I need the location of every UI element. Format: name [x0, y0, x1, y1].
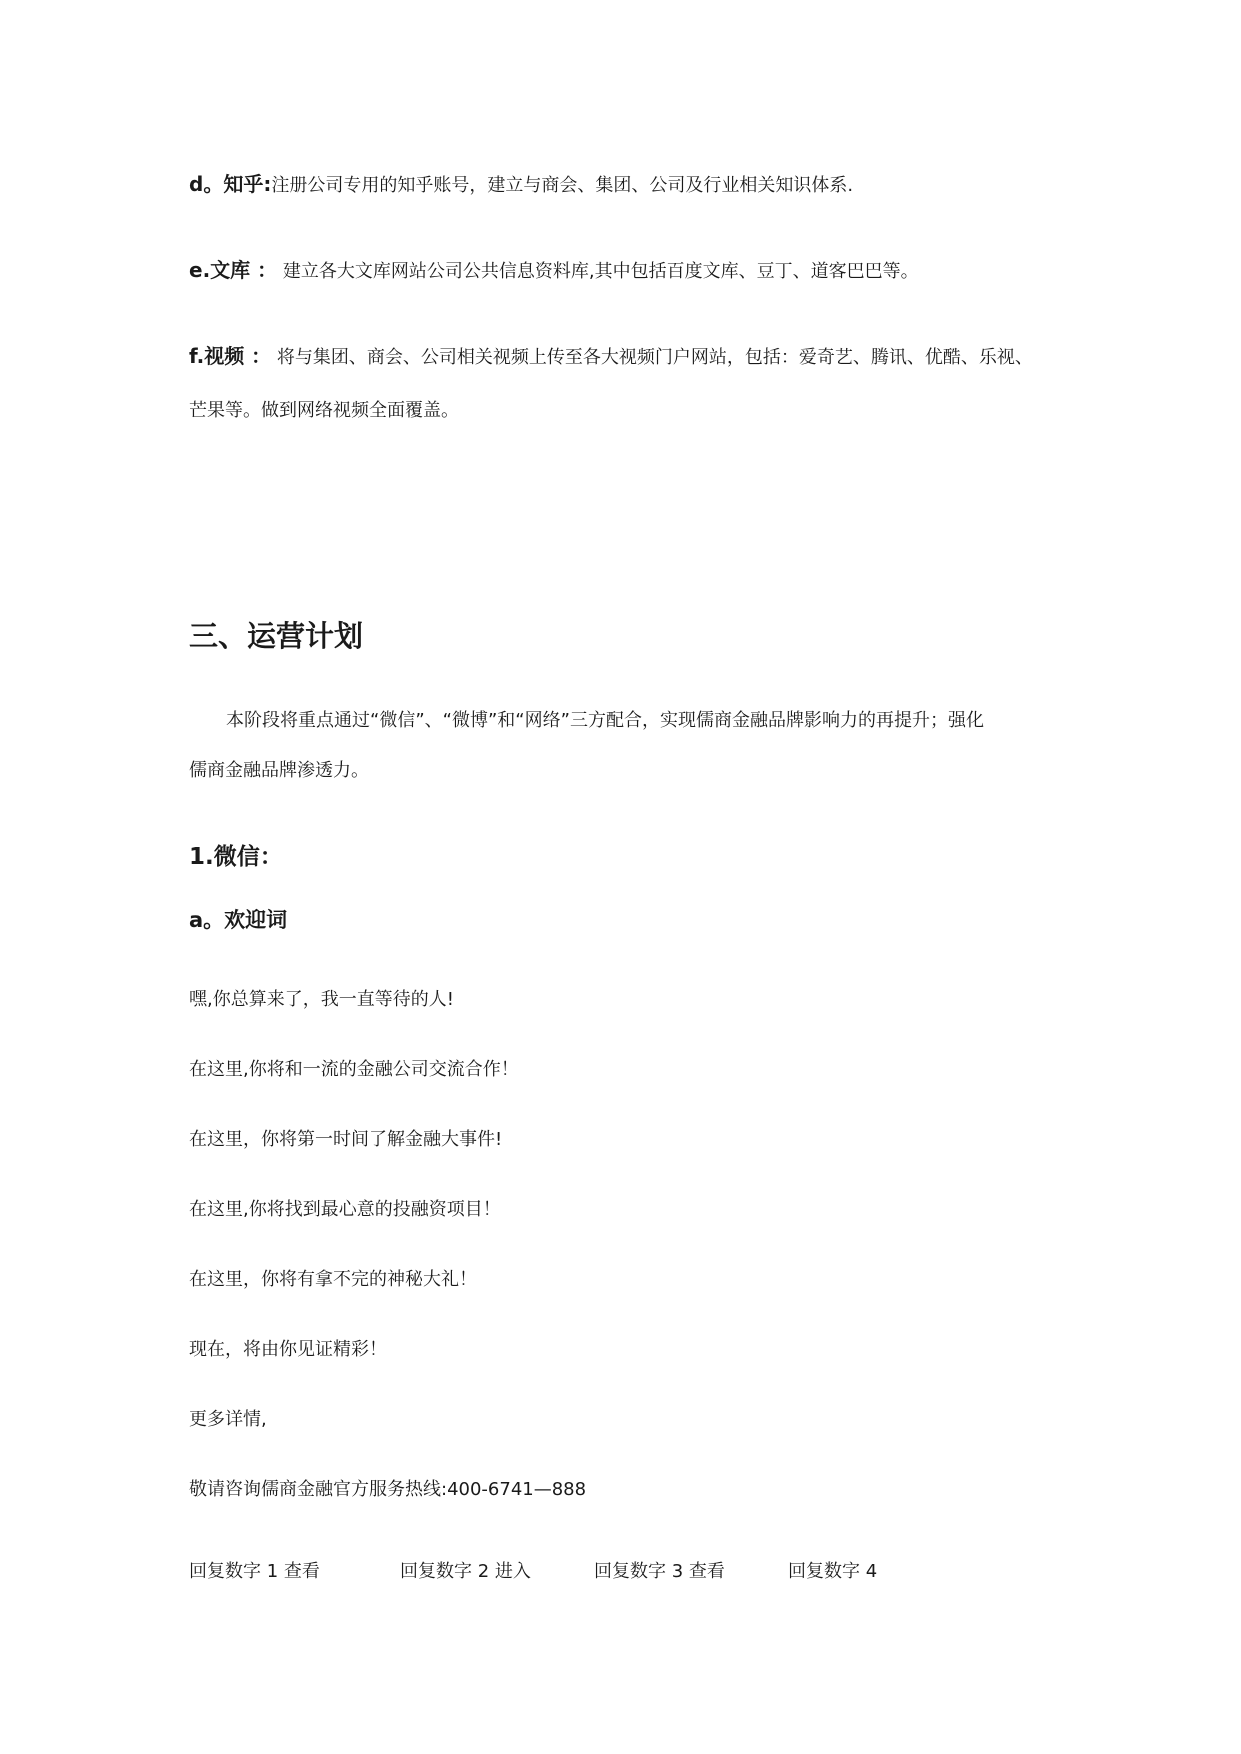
section-intro-line2: 儒商金融品牌渗透力。	[189, 760, 369, 781]
item-f-label: f.视频 ：	[189, 344, 272, 368]
item-f	[189, 344, 1033, 370]
hotline-line: 敬请咨询儒商金融官方服务热线:400-6741—888	[189, 1479, 587, 1500]
welcome-subheading: a。欢迎词	[189, 908, 288, 932]
welcome-line-4: 在这里,你将找到最心意的投融资项目！	[189, 1199, 501, 1220]
welcome-line-1: 嘿,你总算来了，我一直等待的人!	[189, 989, 454, 1010]
reply-option-1: 回复数字 1 查看	[189, 1561, 320, 1582]
item-e-label: e.文库 ：	[189, 258, 278, 282]
item-d-label: d。知乎:	[189, 172, 272, 196]
wechat-heading: 1.微信：	[189, 844, 283, 870]
reply-option-4: 回复数字 4	[788, 1561, 878, 1582]
item-f-text: 将与集团、商会、公司相关视频上传至各大视频门户网站，包括：爱奇艺、腾讯、优酷、乐视、	[271, 347, 1033, 368]
item-d-text: 注册公司专用的知乎账号，建立与商会、集团、公司及行业相关知识体系.	[271, 175, 854, 196]
section-intro-line1: 本阶段将重点通过“微信”、“微博”和“网络”三方配合，实现儒商金融品牌影响力的再提升；强化	[226, 710, 984, 731]
reply-option-2: 回复数字 2 进入	[400, 1561, 531, 1582]
item-f-text-line2: 芒果等。做到网络视频全面覆盖。	[189, 400, 459, 421]
welcome-line-3: 在这里，你将第一时间了解金融大事件!	[189, 1129, 503, 1150]
item-e	[189, 258, 919, 284]
item-e-text: 建立各大文库网站公司公共信息资料库,其中包括百度文库、豆丁、道客巴巴等。	[277, 261, 919, 282]
reply-option-3: 回复数字 3 查看	[594, 1561, 725, 1582]
welcome-line-5: 在这里，你将有拿不完的神秘大礼！	[189, 1269, 477, 1290]
welcome-line-7: 更多详情,	[189, 1409, 267, 1430]
welcome-line-2: 在这里,你将和一流的金融公司交流合作！	[189, 1059, 519, 1080]
item-d	[189, 172, 853, 198]
section-heading: 三、运营计划	[189, 619, 364, 653]
welcome-line-6: 现在，将由你见证精彩！	[189, 1339, 387, 1360]
